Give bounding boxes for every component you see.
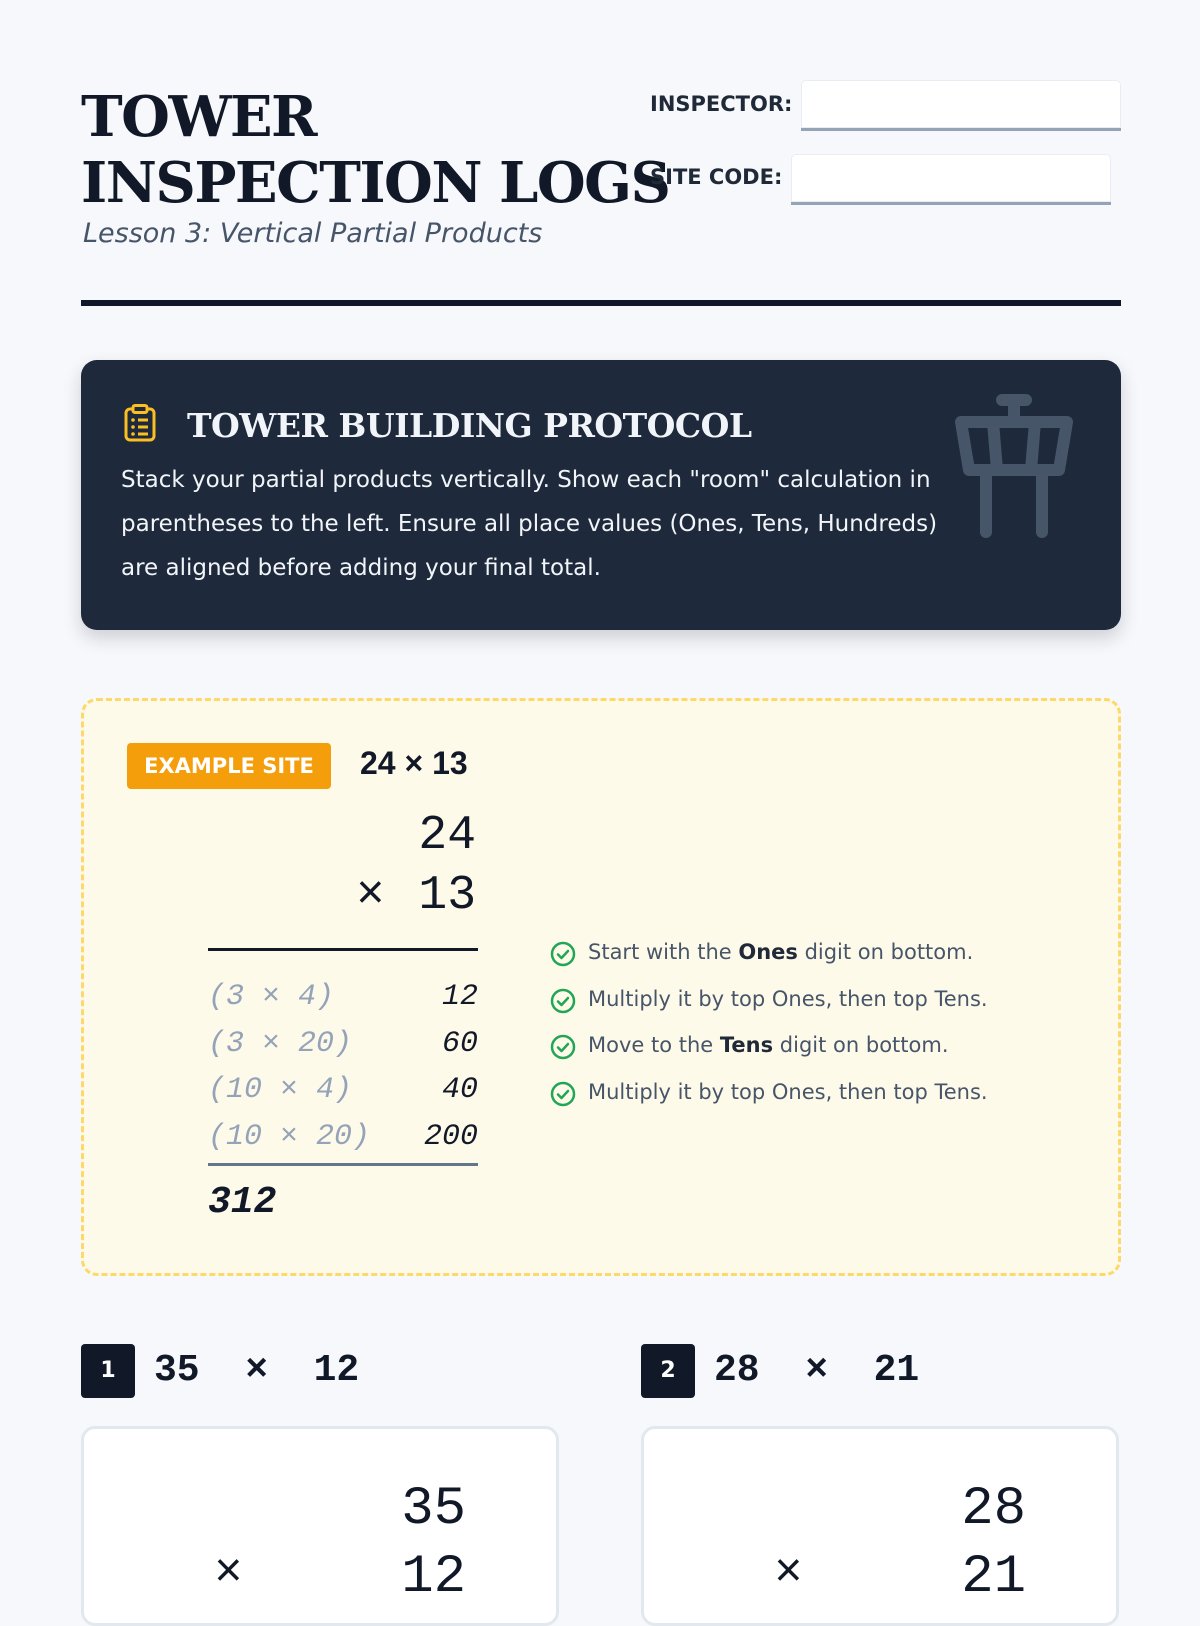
- problem-label: 28 × 21: [714, 1349, 920, 1392]
- worksheet-page: [81, 0, 1121, 1608]
- partial-expression: (10 × 20): [208, 1120, 371, 1154]
- partial-product-row: [208, 1073, 478, 1117]
- step-text: Start with the Ones digit on bottom.: [588, 940, 974, 964]
- example-badge: EXAMPLE SITE: [127, 743, 331, 789]
- protocol-title: TOWER BUILDING PROTOCOL: [187, 406, 752, 445]
- example-problem: 24 × 13: [360, 745, 468, 781]
- lesson-subtitle: Lesson 3: Vertical Partial Products: [83, 218, 543, 249]
- partial-expression: (3 × 4): [208, 980, 335, 1014]
- problem-2-header: [641, 1344, 1119, 1398]
- problem-number-badge: 1: [81, 1344, 135, 1398]
- example-total: 312: [208, 1181, 277, 1224]
- sum-line: [208, 1163, 478, 1166]
- partial-product-row: [208, 1120, 478, 1164]
- partial-value: 60: [441, 1027, 478, 1061]
- problem-1-work-area[interactable]: [81, 1426, 559, 1626]
- step-text: Multiply it by top Ones, then top Tens.: [588, 1080, 988, 1104]
- problem-2-work-area[interactable]: [641, 1426, 1119, 1626]
- partial-product-row: [208, 980, 478, 1024]
- problem-top-factor: 35: [401, 1479, 466, 1540]
- check-circle-icon: [550, 941, 576, 967]
- check-circle-icon: [550, 1034, 576, 1060]
- step-text: Multiply it by top Ones, then top Tens.: [588, 987, 988, 1011]
- partial-value: 12: [441, 980, 478, 1014]
- header-divider: [81, 300, 1121, 306]
- check-circle-icon: [550, 988, 576, 1014]
- problem-operator: ×: [214, 1547, 243, 1601]
- clipboard-icon: [123, 404, 157, 447]
- title-line-2: INSPECTION LOGS: [81, 150, 670, 216]
- inspector-field[interactable]: [801, 80, 1121, 131]
- problem-bottom-factor: 21: [961, 1547, 1026, 1608]
- site-code-label: SITE CODE:: [650, 165, 783, 189]
- problem-bottom-factor: 12: [401, 1547, 466, 1608]
- site-code-field[interactable]: [791, 154, 1111, 205]
- step-text: Move to the Tens digit on bottom.: [588, 1033, 949, 1057]
- header: [81, 78, 1121, 308]
- protocol-instructions: Stack your partial products vertically. Show each "room" calculation in parentheses to the left. Ensure all place values (Ones, Tens, Hundreds) are aligned before adding your final total.: [121, 467, 938, 581]
- example-bottom-factor: 13: [418, 869, 476, 923]
- example-site-card: [81, 698, 1121, 1276]
- problem-top-factor: 28: [961, 1479, 1026, 1540]
- partial-value: 40: [441, 1073, 478, 1107]
- partial-value: 200: [423, 1120, 478, 1154]
- example-operator: ×: [356, 869, 385, 923]
- protocol-panel: [81, 360, 1121, 630]
- partial-expression: (3 × 20): [208, 1027, 353, 1061]
- title-line-1: TOWER: [81, 84, 317, 150]
- example-top-factor: 24: [418, 809, 476, 863]
- page-title: [81, 84, 669, 216]
- check-circle-icon: [550, 1081, 576, 1107]
- example-multiply-line: [208, 948, 478, 951]
- problem-1-header: [81, 1344, 559, 1398]
- problem-label: 35 × 12: [154, 1349, 360, 1392]
- inspector-label: INSPECTOR:: [650, 92, 793, 116]
- tower-icon: [953, 392, 1075, 543]
- partial-expression: (10 × 4): [208, 1073, 353, 1107]
- partial-product-row: [208, 1027, 478, 1071]
- problem-number-badge: 2: [641, 1344, 695, 1398]
- problem-operator: ×: [774, 1547, 803, 1601]
